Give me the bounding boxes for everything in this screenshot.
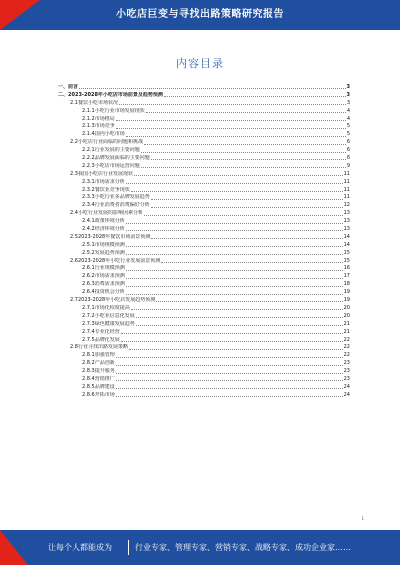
toc-entry-text: 品牌化发展	[94, 336, 120, 343]
toc-entry-text: 政策环境分析	[94, 218, 125, 225]
toc-entry-page: 11	[343, 178, 350, 185]
toc-entry-page: 14	[343, 233, 350, 240]
toc-leader-dots	[126, 230, 343, 231]
toc-entry-text: 2023-2028年餐饮市场前景预测	[77, 233, 151, 240]
toc-entry-text: 品牌建设	[94, 383, 115, 390]
toc-entry-number: 2.6.1	[82, 265, 95, 272]
toc-entry[interactable]	[58, 352, 350, 360]
toc-entry[interactable]	[58, 305, 350, 313]
toc-entry-text: 前言	[68, 84, 79, 90]
footer-divider	[128, 540, 129, 555]
toc-leader-dots	[156, 301, 342, 302]
toc-entry-text: 小吃行业市场发展现状	[94, 107, 145, 114]
toc-leader-dots	[141, 152, 346, 153]
toc-entry-text: 小吃行业发展的影响因素分析	[77, 210, 143, 217]
toc-leader-dots	[121, 341, 343, 342]
page-number: 1	[361, 516, 364, 521]
toc-entry-number: 2.3	[70, 170, 78, 177]
toc-leader-dots	[119, 104, 346, 105]
toc-entry-page: 11	[343, 186, 350, 193]
toc-leader-dots	[116, 373, 343, 374]
toc-leader-dots	[161, 262, 342, 263]
toc-entry-text: 小吃店市场运营问题	[94, 162, 140, 169]
toc-entry-text: 小吃业信息化发展	[94, 312, 135, 319]
toc-leader-dots	[136, 317, 343, 318]
toc-entry-number: 2.6	[70, 257, 78, 264]
toc-entry-page: 13	[343, 218, 350, 225]
toc-leader-dots	[131, 309, 343, 310]
toc-entry[interactable]	[58, 179, 350, 187]
toc-entry[interactable]	[58, 234, 350, 242]
toc-entry[interactable]	[58, 147, 350, 155]
toc-entry-page: 21	[343, 320, 350, 327]
toc-entry-page: 21	[343, 328, 350, 335]
toc-entry-page: 14	[343, 241, 350, 248]
toc-entry-number: 2.1	[70, 99, 78, 106]
toc-entry-text: 开拓市场	[94, 391, 115, 398]
page-title: 内容目录	[176, 57, 224, 70]
toc-entry-page: 11	[343, 194, 350, 201]
toc-entry-page: 11	[343, 170, 350, 177]
toc-leader-dots	[116, 388, 343, 389]
toc-entry-page: 16	[343, 265, 350, 272]
footer-slogan-right: 行业专家、管理专家、营销专家、战略专家、成功企业家……	[135, 543, 351, 552]
toc-leader-dots	[116, 396, 343, 397]
toc-entry-text: 提升服务	[94, 368, 115, 375]
toc-entry-page: 17	[343, 273, 350, 280]
toc-entry-page: 6	[346, 155, 350, 162]
toc-entry-number: 2.8.3	[82, 368, 95, 375]
toc-entry-number: 2.7	[70, 297, 78, 304]
toc-entry-page: 22	[343, 352, 350, 359]
toc-entry[interactable]	[58, 344, 350, 352]
toc-leader-dots	[151, 238, 342, 239]
toc-entry-text: 2023-2028年小吃店发展趋势预测	[77, 297, 156, 304]
toc-entry-number: 2.4	[70, 210, 78, 217]
toc-entry-number: 2.5	[70, 233, 78, 240]
toc-entry[interactable]	[58, 218, 350, 226]
toc-leader-dots	[116, 120, 346, 121]
toc-leader-dots	[151, 207, 343, 208]
toc-entry-text: 市场竞争	[94, 123, 115, 130]
toc-entry-number: 2.3.4	[82, 202, 95, 209]
toc-entry-text: 加强管理	[94, 352, 115, 359]
footer-bar	[0, 530, 400, 565]
toc-entry[interactable]	[58, 226, 350, 234]
toc-entry-text: 市场规模预测	[94, 241, 125, 248]
toc-entry-number: 2.6.3	[82, 281, 95, 288]
toc-entry[interactable]	[58, 368, 350, 376]
toc-entry[interactable]	[58, 84, 350, 92]
toc-leader-dots	[121, 333, 343, 334]
toc-entry-page: 12	[343, 202, 350, 209]
toc-entry-page: 20	[343, 312, 350, 319]
toc-entry-number: 2.8.4	[82, 375, 95, 382]
toc-entry[interactable]	[58, 202, 350, 210]
toc-entry-page: 15	[343, 249, 350, 256]
toc-entry-page: 22	[343, 336, 350, 343]
toc-entry-page: 5	[346, 131, 350, 138]
toc-entry-page: 3	[346, 91, 350, 98]
toc-entry[interactable]	[58, 92, 350, 100]
toc-entry[interactable]	[58, 250, 350, 258]
toc-leader-dots	[126, 183, 343, 184]
toc-entry[interactable]	[58, 329, 350, 337]
toc-entry-text: 消费需求预测	[94, 281, 125, 288]
header-bar	[0, 0, 400, 30]
toc-entry-page: 13	[343, 210, 350, 217]
toc-entry[interactable]	[58, 258, 350, 266]
toc-leader-dots	[126, 278, 343, 279]
toc-entry-text: 发展趋势预测	[94, 249, 125, 256]
toc-entry-number: 2.3.3	[82, 194, 95, 201]
toc-entry[interactable]	[58, 313, 350, 321]
toc-entry-text: 行业消费者消费偏好分析	[94, 202, 150, 209]
toc-entry-page: 6	[346, 139, 350, 146]
toc-entry-number: 2.5.1	[82, 241, 95, 248]
toc-entry[interactable]	[58, 123, 350, 131]
toc-leader-dots	[126, 270, 343, 271]
toc-leader-dots	[144, 215, 343, 216]
toc-entry-text: 品牌发展面临的主要问题	[94, 155, 150, 162]
toc-entry-text: 市场需求分析	[94, 178, 125, 185]
toc-entry[interactable]	[58, 100, 350, 108]
toc-entry-text: 行业规模预测	[94, 265, 125, 272]
toc-entry-number: 2.6.2	[82, 273, 95, 280]
toc-entry[interactable]	[58, 242, 350, 250]
document-title: 小吃店巨变与寻找出路策略研究报告	[116, 9, 284, 20]
toc-entry-number: 2.7.5	[82, 336, 95, 343]
toc-entry-text: 2023-2028年小吃行业发展前景预测	[77, 257, 161, 264]
footer-red-accent	[0, 530, 28, 565]
toc-entry-number: 2.1.4	[82, 131, 95, 138]
toc-entry-number: 2.8.2	[82, 360, 95, 367]
toc-entry-page: 13	[343, 226, 350, 233]
toc-entry-number: 2.2.3	[82, 162, 95, 169]
toc-entry[interactable]	[58, 131, 350, 139]
toc-entry[interactable]	[58, 265, 350, 273]
toc-leader-dots	[131, 191, 343, 192]
toc-leader-dots	[116, 365, 343, 366]
toc-entry-page: 23	[343, 360, 350, 367]
toc-entry-text: 产品创新	[94, 360, 115, 367]
toc-entry[interactable]	[58, 155, 350, 163]
toc-entry[interactable]	[58, 194, 350, 202]
toc-entry-page: 19	[343, 289, 350, 296]
toc-entry-text: 我国小吃店行业发展现状	[77, 170, 133, 177]
toc-entry-page: 6	[346, 147, 350, 154]
toc-entry-number: 2.7.4	[82, 328, 95, 335]
toc-entry[interactable]	[58, 321, 350, 329]
toc-entry-text: 市场需求预测	[94, 273, 125, 280]
toc-entry[interactable]	[58, 392, 350, 400]
toc-entry-number: 2.3.1	[82, 178, 95, 185]
toc-entry-number: 2.3.2	[82, 186, 95, 193]
toc-entry-text: 行业发展的主要问题	[94, 147, 140, 154]
toc-entry-number: 二、	[58, 91, 69, 98]
toc-leader-dots	[126, 136, 346, 137]
toc-entry-text: 市场化程度提高	[94, 304, 130, 311]
toc-entry[interactable]	[58, 384, 350, 392]
toc-leader-dots	[144, 144, 346, 145]
toc-leader-dots	[126, 223, 343, 224]
toc-entry-page: 23	[343, 368, 350, 375]
toc-entry-page: 23	[343, 375, 350, 382]
toc-entry-number: 2.7.1	[82, 304, 95, 311]
toc-entry-page: 3	[346, 99, 350, 106]
toc-entry-number: 2.8.5	[82, 383, 95, 390]
toc-entry-number: 2.7.3	[82, 320, 95, 327]
toc-entry[interactable]	[58, 108, 350, 116]
toc-entry-number: 2.1.1	[82, 107, 95, 114]
toc-entry-text: 餐饮小吃市场状况	[77, 99, 118, 106]
toc-entry-text: 小吃行业多品牌发展趋势	[94, 194, 150, 201]
toc-leader-dots	[126, 246, 343, 247]
toc-entry-page: 24	[343, 383, 350, 390]
toc-entry-page: 5	[346, 123, 350, 130]
toc-entry[interactable]	[58, 376, 350, 384]
toc-leader-dots	[136, 325, 343, 326]
toc-entry-page: 4	[346, 107, 350, 114]
toc-leader-dots	[151, 199, 343, 200]
toc-entry-text: 餐饮业竞争现状	[94, 186, 130, 193]
toc-leader-dots	[164, 96, 346, 97]
toc-entry-number: 2.5.2	[82, 249, 95, 256]
toc-entry-page: 4	[346, 115, 350, 122]
toc-entry-number: 一、	[58, 84, 69, 90]
toc-entry-number: 2.1.2	[82, 115, 95, 122]
toc-entry[interactable]	[58, 116, 350, 124]
toc-entry-page: 9	[346, 162, 350, 169]
toc-leader-dots	[134, 175, 343, 176]
toc-entry-text: 投资机会分析	[94, 289, 125, 296]
toc-leader-dots	[116, 357, 343, 358]
toc-leader-dots	[146, 112, 346, 113]
toc-entry-text: 市场格局	[94, 115, 115, 122]
toc-entry[interactable]	[58, 273, 350, 281]
toc-entry-text: 专业化经营	[94, 328, 120, 335]
toc-entry-number: 2.2	[70, 139, 78, 146]
toc-entry-text: 营销推广	[94, 375, 115, 382]
toc-entry-number: 2.6.4	[82, 289, 95, 296]
toc-entry-text: 国内小吃市场	[94, 131, 125, 138]
toc-entry-text: 经济环境分析	[94, 226, 125, 233]
toc-entry-page: 22	[343, 344, 350, 351]
toc-entry-text: 绿色健康发展趋势	[94, 320, 135, 327]
toc-entry-page: 18	[343, 281, 350, 288]
toc-leader-dots	[116, 380, 343, 381]
toc-entry-number: 2.8	[70, 344, 78, 351]
toc-entry-number: 2.8.6	[82, 391, 95, 398]
toc-entry-number: 2.8.1	[82, 352, 95, 359]
toc-entry-page: 3	[346, 84, 350, 90]
toc-entry-text: 行业寻找出路发展策略	[77, 344, 128, 351]
toc-entry[interactable]	[58, 297, 350, 305]
toc-leader-dots	[129, 349, 343, 350]
toc-entry[interactable]	[58, 289, 350, 297]
toc-entry[interactable]	[58, 281, 350, 289]
toc-entry-page: 24	[343, 391, 350, 398]
toc-entry-page: 20	[343, 304, 350, 311]
toc-entry[interactable]	[58, 171, 350, 179]
toc-entry[interactable]	[58, 187, 350, 195]
toc-leader-dots	[151, 159, 346, 160]
toc-leader-dots	[126, 286, 343, 287]
toc-entry-page: 15	[343, 257, 350, 264]
toc-entry[interactable]	[58, 163, 350, 171]
toc-entry-page: 19	[343, 297, 350, 304]
toc-entry-number: 2.4.2	[82, 226, 95, 233]
toc-entry-number: 2.4.1	[82, 218, 95, 225]
footer-slogan-left: 让每个人都能成为	[48, 543, 112, 552]
toc-entry[interactable]	[58, 210, 350, 218]
toc-leader-dots	[141, 167, 346, 168]
toc-entry-text: 2023-2028年小吃店市场前景及趋势预测	[68, 91, 163, 98]
toc-entry[interactable]	[58, 360, 350, 368]
toc-leader-dots	[79, 88, 345, 89]
toc-leader-dots	[126, 294, 343, 295]
toc-leader-dots	[126, 254, 343, 255]
toc-leader-dots	[116, 128, 346, 129]
toc-entry-number: 2.7.2	[82, 312, 95, 319]
toc-entry-number: 2.2.2	[82, 155, 95, 162]
toc-entry-number: 2.2.1	[82, 147, 95, 154]
toc-entry-text: 小吃店行业面临的问题和挑战	[77, 139, 143, 146]
toc-entry[interactable]	[58, 337, 350, 345]
table-of-contents	[58, 84, 350, 400]
toc-entry-number: 2.1.3	[82, 123, 95, 130]
toc-entry[interactable]	[58, 139, 350, 147]
